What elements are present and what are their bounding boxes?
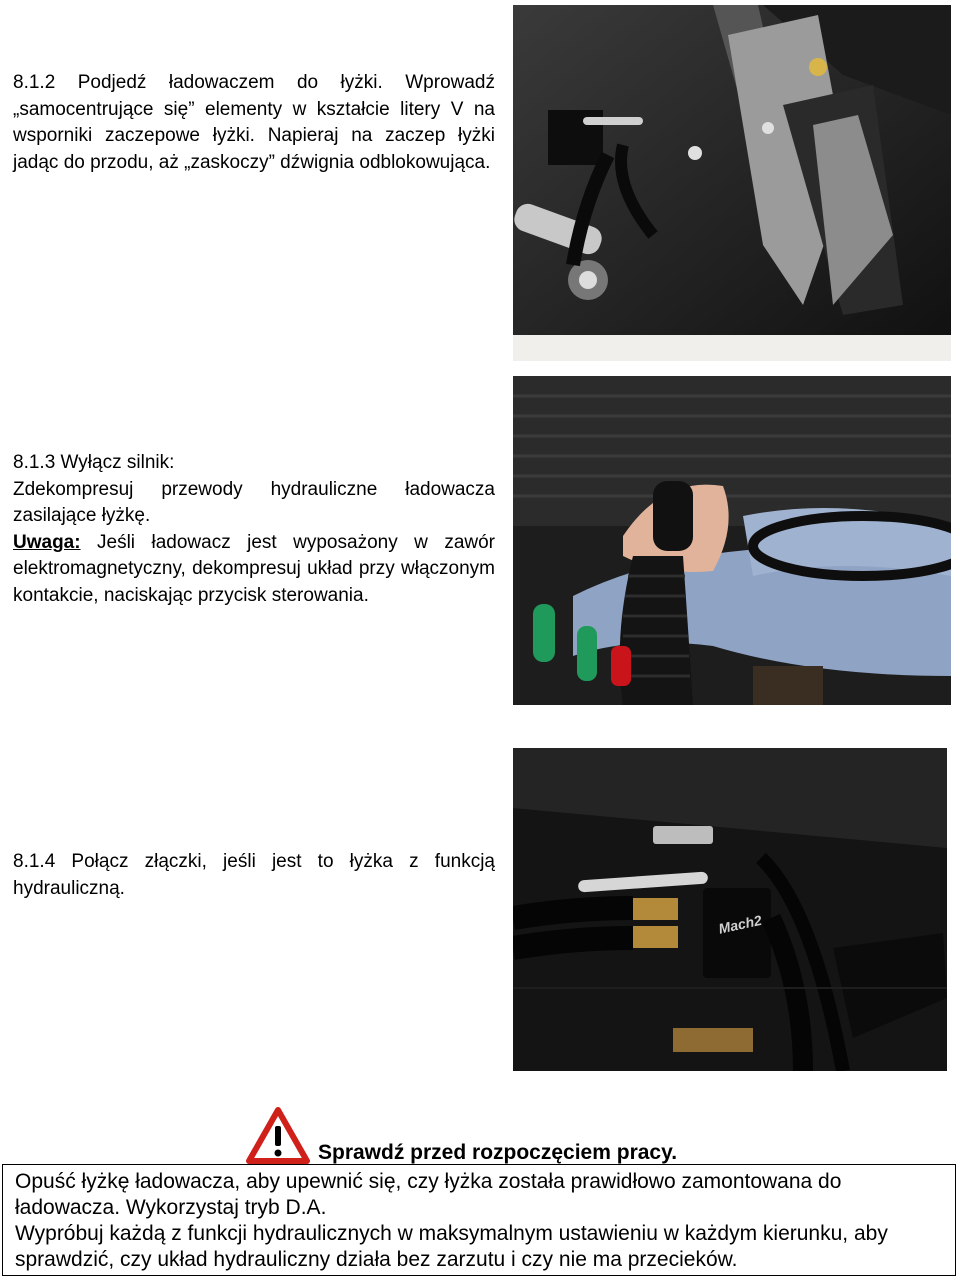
step-8-1-4-text <box>13 849 495 902</box>
step-8-1-2-paragraph: 8.1.2 Podjedź ładowaczem do łyżki. Wprowadź „samocentrujące się” elementy w kształcie litery V na wsporniki zaczepowe łyżki. Napieraj na zaczep łyżki jadąc do przodu, aż „zaskoczy” dźwignia odblokowująca. <box>13 72 495 173</box>
photo-bucket-hitch <box>513 5 951 361</box>
photo-joystick-operator <box>513 376 951 705</box>
note-label: Uwaga: <box>13 531 81 553</box>
note-text: Jeśli ładowacz jest wyposażony w zawór elektromagnetyczny, dekompresuj układ przy włączonym kontakcie, naciskając przycisk sterowania. <box>13 531 495 606</box>
step-8-1-2-text <box>13 70 495 176</box>
step-8-1-3-note <box>13 530 495 610</box>
warning-triangle-icon <box>246 1107 310 1165</box>
photo-hydraulic-couplers <box>513 748 947 1071</box>
step-8-1-4-paragraph: 8.1.4 Połącz złączki, jeśli jest to łyżka z funkcją hydrauliczną. <box>13 851 495 899</box>
step-8-1-3-title: 8.1.3 Wyłącz silnik: <box>13 452 175 473</box>
step-8-1-3-instruction: Zdekompresuj przewody hydrauliczne ładowacza zasilające łyżkę. <box>13 478 495 526</box>
warning-line-2: Wypróbuj każdą z funkcji hydraulicznych w maksymalnym ustawieniu w każdym kierunku, aby sprawdzić, czy układ hydrauliczny działa bez zarzutu i czy nie ma przecieków. <box>15 1222 888 1271</box>
warning-box <box>2 1164 956 1276</box>
mach2-logo: Mach2 <box>717 911 764 937</box>
warning-line-1: Opuść łyżkę ładowacza, aby upewnić się, czy łyżka została prawidłowo zamontowana do ładowacza. Wykorzystaj tryb D.A. <box>15 1170 842 1219</box>
step-8-1-3-text <box>13 450 495 609</box>
warning-title: Sprawdź przed rozpoczęciem pracy. <box>318 1141 678 1164</box>
